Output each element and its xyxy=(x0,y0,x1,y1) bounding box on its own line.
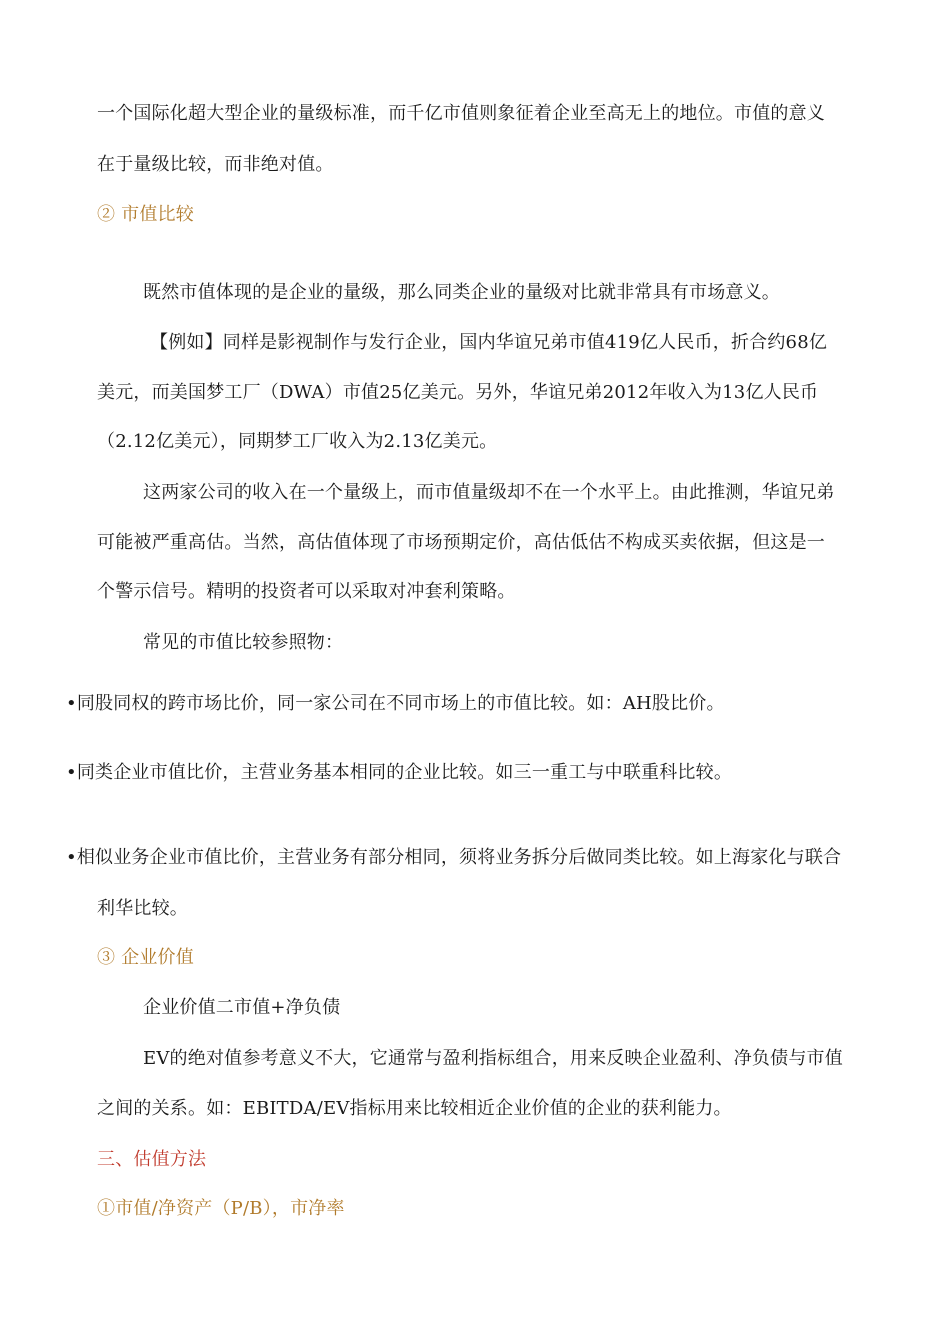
paragraph-line: 可能被严重高估。当然，高估值体现了市场预期定价，高估低估不构成买卖依据，但这是一 xyxy=(97,532,825,553)
section-heading-price-to-book: ①市值/净资产（P/B），市净率 xyxy=(97,1198,345,1219)
paragraph-line: EV的绝对值参考意义不大，它通常与盈利指标组合，用来反映企业盈利、净负债与市值 xyxy=(143,1048,843,1069)
bullet-item-continuation: 利华比较。 xyxy=(97,898,188,919)
chapter-heading-valuation-methods: 三、估值方法 xyxy=(97,1149,207,1170)
paragraph-line: 一个国际化超大型企业的量级标准，而千亿市值则象征着企业至高无上的地位。市值的意义 xyxy=(97,103,825,124)
bullet-item: •相似业务企业市值比价，主营业务有部分相同，须将业务拆分后做同类比较。如上海家化与联合 xyxy=(66,847,842,868)
section-heading-enterprise-value: ③ 企业价值 xyxy=(97,947,194,968)
bullet-item: •同类企业市值比价，主营业务基本相同的企业比较。如三一重工与中联重科比较。 xyxy=(66,762,733,783)
paragraph-line: 【例如】同样是影视制作与发行企业，国内华谊兄弟市值419亿人民币，折合约68亿 xyxy=(150,332,828,353)
paragraph-line: 在于量级比较，而非绝对值。 xyxy=(97,154,334,175)
section-heading-market-value-comparison: ② 市值比较 xyxy=(97,204,194,225)
paragraph-line: 既然市值体现的是企业的量级，那么同类企业的量级对比就非常具有市场意义。 xyxy=(143,282,780,303)
paragraph-line: 美元，而美国梦工厂（DWA）市值25亿美元。另外，华谊兄弟2012年收入为13亿人民币 xyxy=(97,382,819,403)
paragraph-line: 之间的关系。如：EBITDA/EV指标用来比较相近企业价值的企业的获利能力。 xyxy=(97,1098,732,1119)
paragraph-line: （2.12亿美元），同期梦工厂收入为2.13亿美元。 xyxy=(97,431,498,452)
paragraph-line: 这两家公司的收入在一个量级上，而市值量级却不在一个水平上。由此推测，华谊兄弟 xyxy=(143,482,835,503)
bullet-item: •同股同权的跨市场比价，同一家公司在不同市场上的市值比较。如：AH股比价。 xyxy=(66,693,725,714)
paragraph-line: 个警示信号。精明的投资者可以采取对冲套利策略。 xyxy=(97,581,516,602)
paragraph-line: 常见的市值比较参照物： xyxy=(143,632,344,653)
paragraph-line: 企业价值二市值+净负债 xyxy=(143,997,341,1018)
